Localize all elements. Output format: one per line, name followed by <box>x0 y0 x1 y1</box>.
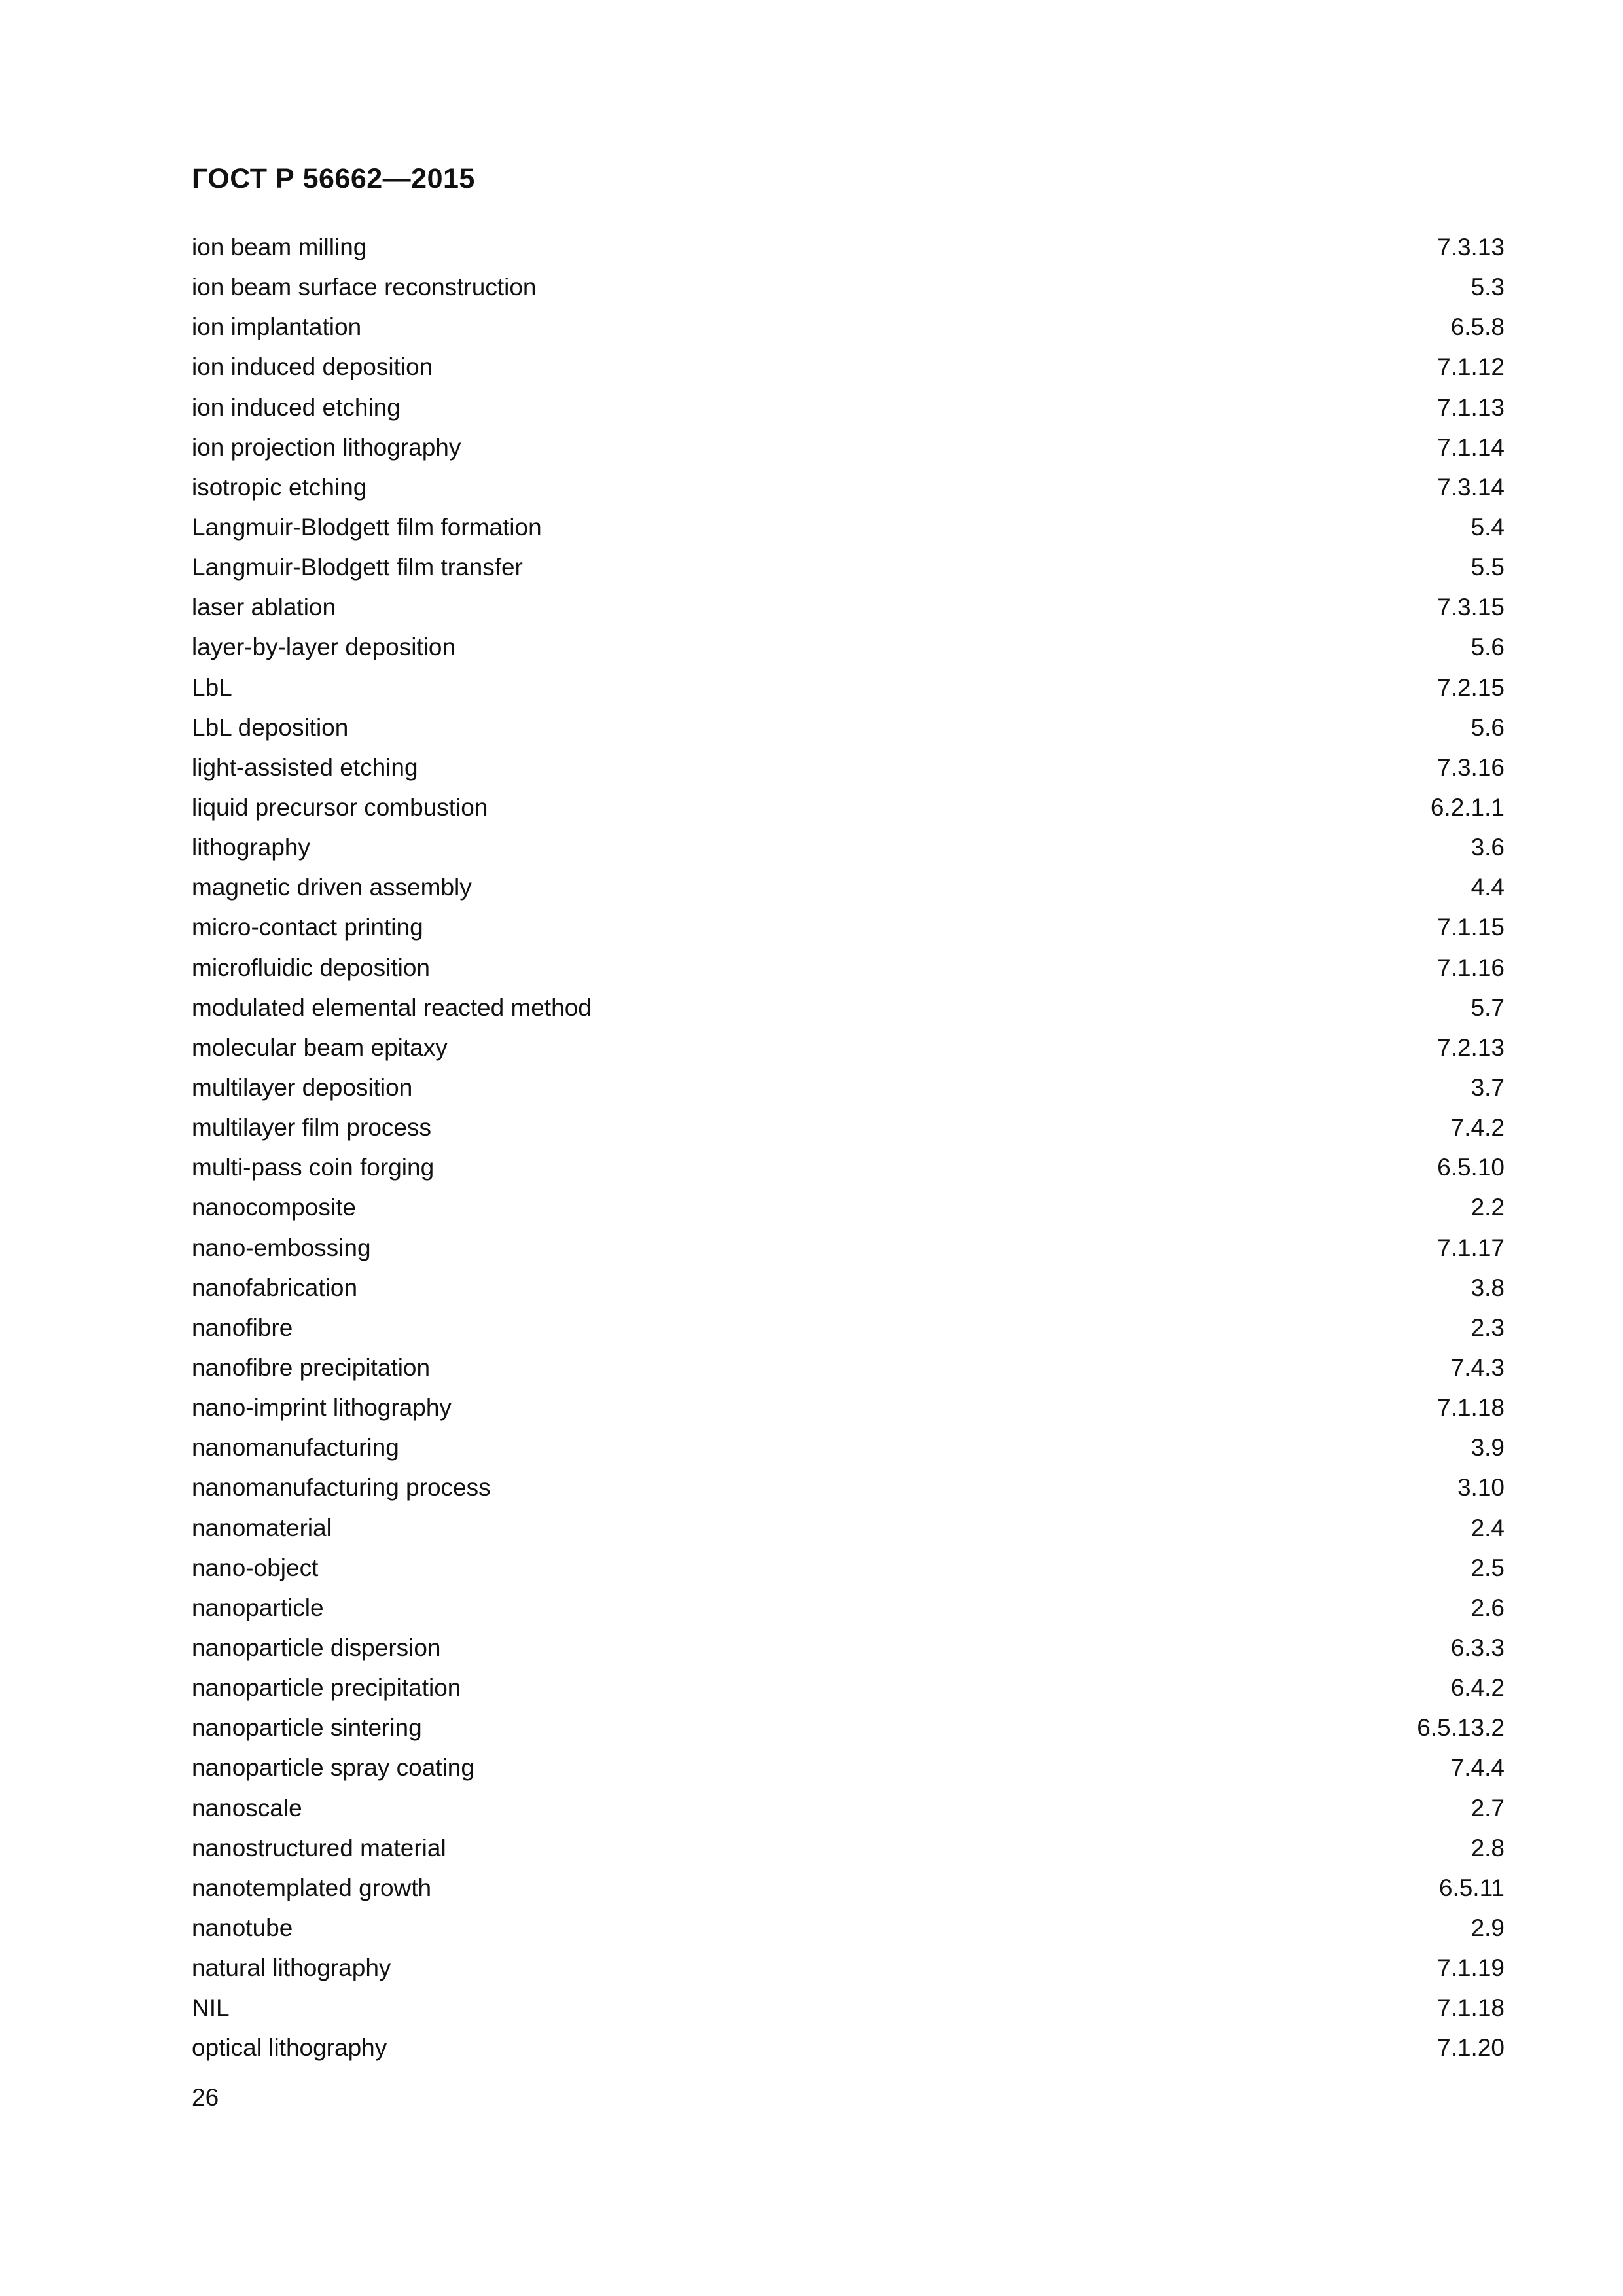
entry-reference: 6.5.11 <box>1438 1874 1505 1901</box>
index-entry <box>192 1868 1505 1908</box>
entry-term: multi-pass coin forging <box>192 1154 435 1181</box>
entry-term: nanomanufacturing <box>192 1434 399 1462</box>
index-entry <box>192 1668 1505 1708</box>
entry-term: liquid precursor combustion <box>192 794 488 821</box>
entry-reference: 3.8 <box>1471 1274 1505 1301</box>
entry-term: nanotube <box>192 1914 293 1941</box>
entry-reference: 7.1.18 <box>1437 1994 1505 2022</box>
entry-term: optical lithography <box>192 2034 387 2062</box>
index-entry <box>192 1067 1505 1107</box>
entry-reference: 2.2 <box>1471 1194 1505 1221</box>
index-entry <box>192 307 1505 347</box>
index-entry <box>192 827 1505 867</box>
entry-reference: 5.4 <box>1471 514 1505 541</box>
entry-term: nanostructured material <box>192 1834 446 1861</box>
index-entry <box>192 347 1505 387</box>
index-entry <box>192 668 1505 708</box>
entry-reference: 7.4.2 <box>1450 1114 1505 1141</box>
index-entry <box>192 387 1505 427</box>
entry-reference: 7.1.13 <box>1437 393 1505 421</box>
index-entry <box>192 867 1505 907</box>
index-entry <box>192 1588 1505 1628</box>
index-entry <box>192 1948 1505 1988</box>
entry-reference: 7.3.14 <box>1437 473 1505 501</box>
index-entry <box>192 787 1505 827</box>
entry-reference: 6.2.1.1 <box>1430 794 1505 821</box>
index-entry <box>192 1508 1505 1548</box>
term-index-list <box>192 227 1505 2068</box>
entry-reference: 7.3.15 <box>1437 594 1505 621</box>
entry-term: natural lithography <box>192 1954 391 1982</box>
index-entry <box>192 267 1505 307</box>
entry-reference: 7.1.15 <box>1437 914 1505 941</box>
index-entry <box>192 627 1505 667</box>
entry-reference: 5.7 <box>1471 994 1505 1021</box>
entry-term: multilayer film process <box>192 1114 431 1141</box>
entry-reference: 6.5.8 <box>1450 314 1505 341</box>
entry-reference: 7.1.19 <box>1437 1954 1505 1982</box>
entry-reference: 7.4.4 <box>1450 1754 1505 1782</box>
entry-term: micro-contact printing <box>192 914 423 941</box>
index-entry <box>192 1348 1505 1388</box>
entry-reference: 2.4 <box>1471 1514 1505 1541</box>
index-entry <box>192 1628 1505 1668</box>
index-entry <box>192 1787 1505 1827</box>
entry-term: ion induced etching <box>192 393 401 421</box>
index-entry <box>192 1147 1505 1187</box>
entry-term: nanoparticle dispersion <box>192 1634 441 1661</box>
entry-term: LbL deposition <box>192 713 349 741</box>
index-entry <box>192 1427 1505 1467</box>
index-entry <box>192 2028 1505 2068</box>
entry-reference: 7.2.15 <box>1437 673 1505 701</box>
entry-reference: 4.4 <box>1471 874 1505 901</box>
entry-term: nanotemplated growth <box>192 1874 432 1901</box>
entry-reference: 7.3.13 <box>1437 234 1505 261</box>
index-entry <box>192 1467 1505 1507</box>
entry-reference: 7.3.16 <box>1437 753 1505 781</box>
entry-reference: 5.6 <box>1471 634 1505 661</box>
entry-reference: 3.6 <box>1471 834 1505 861</box>
index-entry <box>192 1748 1505 1787</box>
entry-term: nanofibre <box>192 1314 293 1341</box>
index-entry <box>192 507 1505 547</box>
entry-term: LbL <box>192 673 232 701</box>
entry-reference: 2.8 <box>1471 1834 1505 1861</box>
entry-reference: 5.6 <box>1471 713 1505 741</box>
index-entry <box>192 907 1505 947</box>
index-entry <box>192 1107 1505 1147</box>
entry-reference: 7.1.17 <box>1437 1234 1505 1261</box>
entry-reference: 7.1.16 <box>1437 954 1505 981</box>
entry-term: nanoscale <box>192 1794 302 1821</box>
entry-term: nanocomposite <box>192 1194 356 1221</box>
entry-reference: 2.7 <box>1471 1794 1505 1821</box>
index-entry <box>192 1228 1505 1268</box>
entry-term: nano-imprint lithography <box>192 1394 452 1422</box>
entry-reference: 7.1.18 <box>1437 1394 1505 1422</box>
entry-reference: 3.9 <box>1471 1434 1505 1462</box>
entry-term: multilayer deposition <box>192 1074 413 1102</box>
index-entry <box>192 988 1505 1028</box>
entry-term: molecular beam epitaxy <box>192 1033 448 1061</box>
entry-reference: 2.9 <box>1471 1914 1505 1941</box>
entry-term: nanofibre precipitation <box>192 1354 431 1381</box>
entry-reference: 6.4.2 <box>1450 1674 1505 1702</box>
entry-reference: 3.10 <box>1457 1474 1505 1501</box>
entry-reference: 7.2.13 <box>1437 1033 1505 1061</box>
index-entry <box>192 1708 1505 1748</box>
entry-term: isotropic etching <box>192 473 367 501</box>
entry-reference: 2.6 <box>1471 1594 1505 1621</box>
entry-term: nanoparticle spray coating <box>192 1754 474 1782</box>
entry-term: nanofabrication <box>192 1274 358 1301</box>
index-entry <box>192 1908 1505 1948</box>
index-entry <box>192 1988 1505 2028</box>
entry-reference: 6.5.10 <box>1437 1154 1505 1181</box>
index-entry <box>192 227 1505 267</box>
entry-term: nanomanufacturing process <box>192 1474 491 1501</box>
entry-term: ion beam milling <box>192 234 367 261</box>
entry-term: ion beam surface reconstruction <box>192 274 537 301</box>
index-entry <box>192 948 1505 988</box>
index-entry <box>192 1388 1505 1427</box>
entry-reference: 6.5.13.2 <box>1417 1714 1505 1742</box>
entry-term: layer-by-layer deposition <box>192 634 456 661</box>
entry-term: light-assisted etching <box>192 753 418 781</box>
index-entry <box>192 1268 1505 1308</box>
entry-reference: 5.3 <box>1471 274 1505 301</box>
entry-reference: 2.3 <box>1471 1314 1505 1341</box>
entry-term: nano-embossing <box>192 1234 371 1261</box>
entry-reference: 5.5 <box>1471 554 1505 581</box>
entry-term: nanoparticle sintering <box>192 1714 422 1742</box>
page-number: 26 <box>192 2084 219 2111</box>
entry-term: ion projection lithography <box>192 433 461 461</box>
index-entry <box>192 427 1505 467</box>
entry-term: microfluidic deposition <box>192 954 431 981</box>
entry-term: ion induced deposition <box>192 353 433 381</box>
entry-term: Langmuir-Blodgett film formation <box>192 514 542 541</box>
entry-reference: 7.1.20 <box>1437 2034 1505 2062</box>
document-title: ГОСТ Р 56662—2015 <box>192 163 475 194</box>
entry-term: nanoparticle precipitation <box>192 1674 461 1702</box>
entry-reference: 7.1.12 <box>1437 353 1505 381</box>
index-entry <box>192 1548 1505 1588</box>
index-entry <box>192 1187 1505 1227</box>
entry-term: nanoparticle <box>192 1594 324 1621</box>
index-entry <box>192 467 1505 507</box>
entry-reference: 7.1.14 <box>1437 433 1505 461</box>
index-entry <box>192 708 1505 747</box>
entry-term: nanomaterial <box>192 1514 332 1541</box>
entry-reference: 2.5 <box>1471 1554 1505 1581</box>
entry-term: magnetic driven assembly <box>192 874 472 901</box>
entry-reference: 7.4.3 <box>1450 1354 1505 1381</box>
entry-term: Langmuir-Blodgett film transfer <box>192 554 523 581</box>
entry-reference: 6.3.3 <box>1450 1634 1505 1661</box>
entry-term: lithography <box>192 834 311 861</box>
entry-term: laser ablation <box>192 594 336 621</box>
entry-term: NIL <box>192 1994 230 2022</box>
index-entry <box>192 587 1505 627</box>
index-entry <box>192 1028 1505 1067</box>
index-entry <box>192 547 1505 587</box>
index-entry <box>192 747 1505 787</box>
index-entry <box>192 1828 1505 1868</box>
entry-term: modulated elemental reacted method <box>192 994 592 1021</box>
index-entry <box>192 1308 1505 1348</box>
entry-term: ion implantation <box>192 314 362 341</box>
entry-term: nano-object <box>192 1554 319 1581</box>
entry-reference: 3.7 <box>1471 1074 1505 1102</box>
